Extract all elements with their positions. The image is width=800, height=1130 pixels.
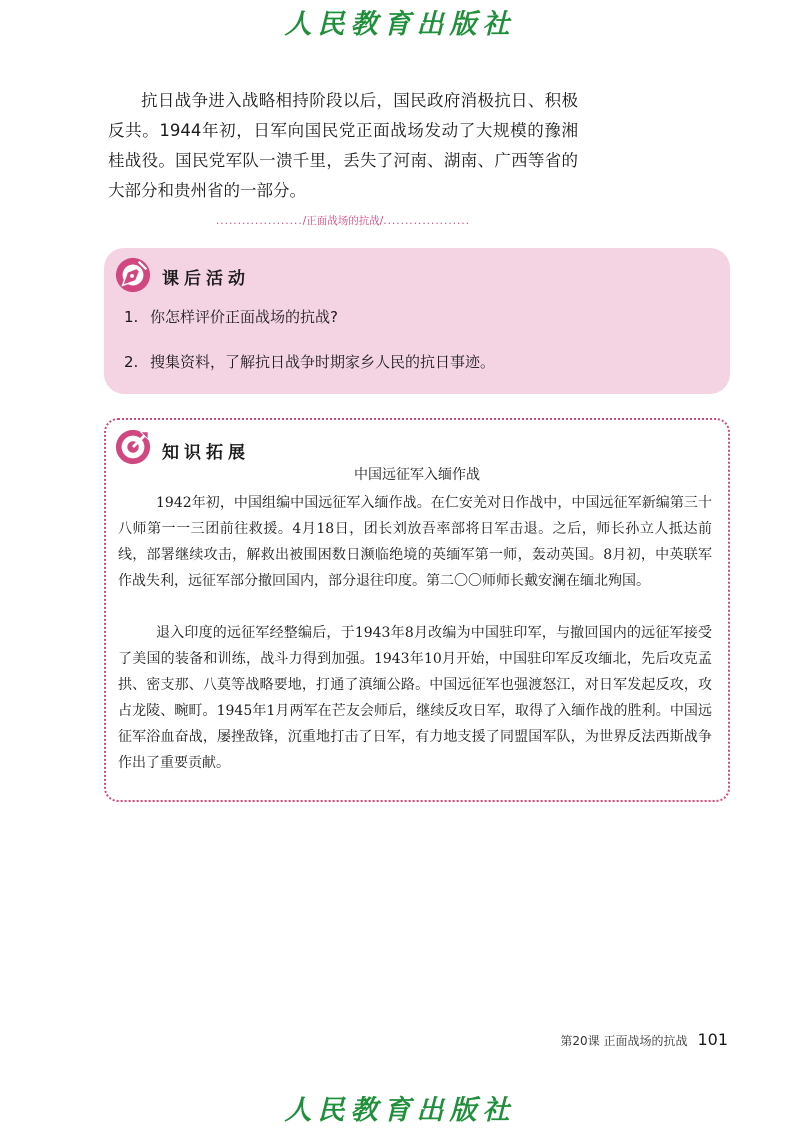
section-end-dots-left: .................... (215, 215, 303, 227)
section-end-label: /正面战场的抗战/ (302, 215, 384, 227)
knowledge-paragraph: 1942年初，中国组编中国远征军入缅作战。在仁安羌对日作战中，中国远征军新编第三十八师第一一三团前往救援。4月18日，团长刘放吾率部将日军击退。之后，师长孙立人抵达前线，部署继续攻击，解救出被围困数日濒临绝境的英缅军第一师，轰动英国。8月初，中英联军作战失利，远征军部分撤回国内，部分退往印度。第二〇〇师师长戴安澜在缅北殉国。 (118, 495, 712, 589)
body-paragraph: 抗日战争进入战略相持阶段以后，国民政府消极抗日、积极反共。1944年初，日军向国民党正面战场发动了大规模的豫湘桂战役。国民党军队一溃千里，丢失了河南、湖南、广西等省的大部分和贵州省的一部分。 (108, 91, 578, 200)
activity-item (124, 351, 495, 372)
section-end-marker (108, 213, 578, 228)
pen-circle-icon (114, 256, 152, 294)
activity-item-number: 1. (124, 308, 139, 326)
activity-item (124, 306, 338, 327)
after-class-activity-box (104, 248, 730, 394)
target-arrow-icon (114, 428, 152, 466)
publisher-logo-bottom: 人民教育出版社 (284, 1095, 516, 1126)
publisher-logo-top: 人民教育出版社 (284, 9, 516, 40)
page-number: 101 (697, 1030, 728, 1049)
knowledge-extension-box (104, 418, 730, 802)
activity-item-number: 2. (124, 353, 139, 371)
activity-heading: 课后活动 (162, 269, 250, 289)
activity-item-text: 你怎样评价正面战场的抗战? (150, 308, 338, 326)
knowledge-heading: 知识拓展 (162, 443, 250, 463)
section-end-dots-right: .................... (383, 215, 471, 227)
knowledge-title: 中国远征军入缅作战 (354, 467, 480, 483)
page-footer (560, 1030, 728, 1049)
activity-item-text: 搜集资料，了解抗日战争时期家乡人民的抗日事迹。 (150, 353, 496, 371)
footer-lesson-title: 第20课 正面战场的抗战 (560, 1034, 688, 1048)
knowledge-paragraph: 退入印度的远征军经整编后，于1943年8月改编为中国驻印军，与撤回国内的远征军接受了美国的装备和训练，战斗力得到加强。1943年10月开始，中国驻印军反攻缅北，先后攻克孟拱、密支那、八莫等战略要地，打通了滇缅公路。中国远征军也强渡怒江，对日军发起反攻，攻占龙陵、畹町。1945年1月两军在芒友会师后，继续反攻日军，取得了入缅作战的胜利。中国远征军浴血奋战，屡挫敌锋，沉重地打击了日军，有力地支援了同盟国军队，为世界反法西斯战争作出了重要贡献。 (118, 625, 712, 771)
